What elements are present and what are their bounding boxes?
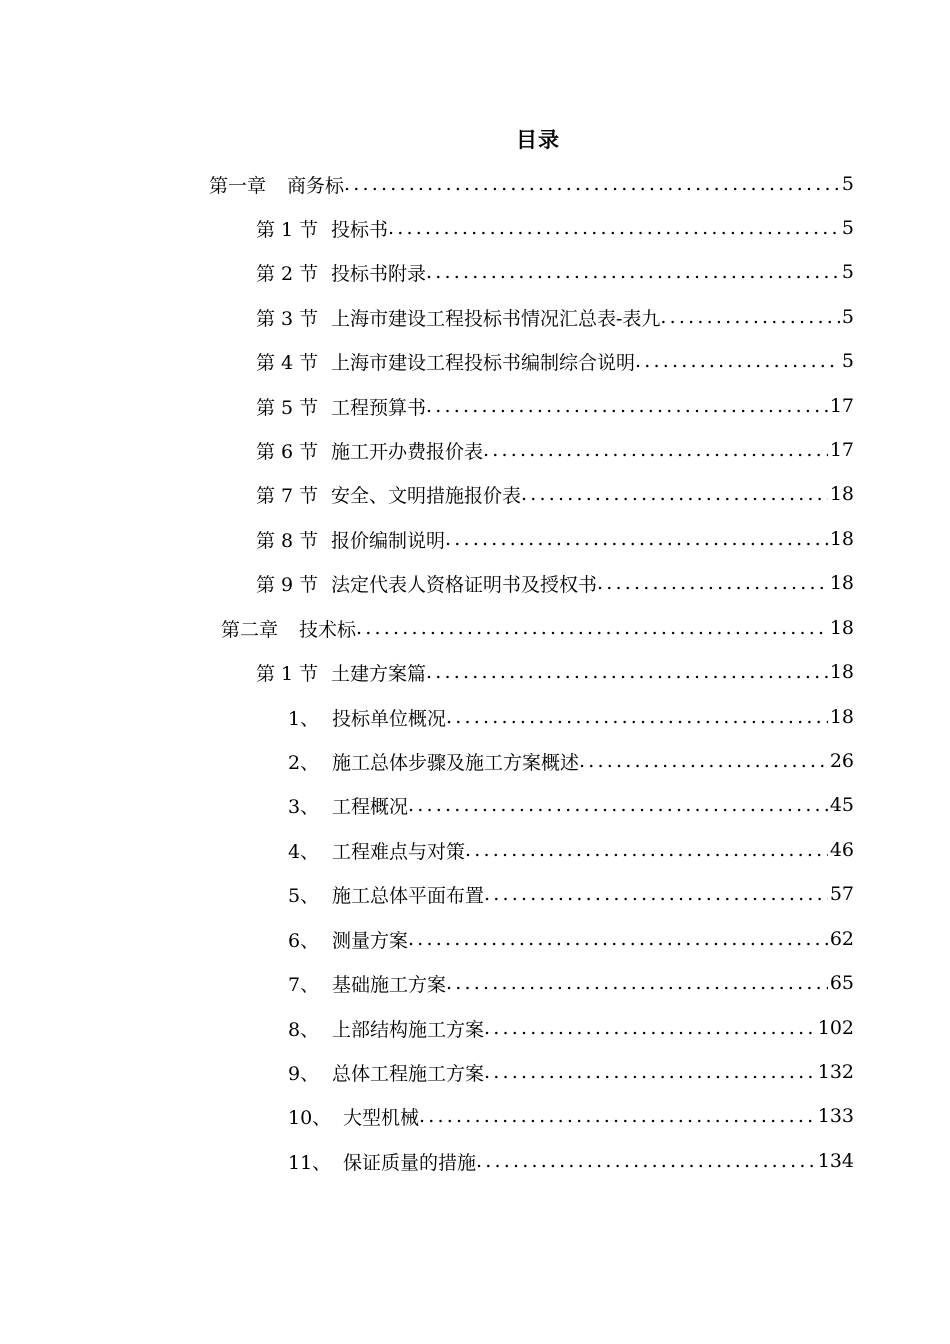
toc-dot-leader (521, 483, 828, 505)
toc-entry-title: 保证质量的措施 (343, 1151, 477, 1174)
toc-entry-title: 土建方案篇 (331, 662, 427, 685)
toc-dot-leader (419, 1105, 816, 1127)
toc-entry-page: 18 (829, 661, 854, 683)
toc-entry[interactable] (256, 655, 854, 689)
toc-entry-number: 10、 (288, 1106, 332, 1129)
toc-entry-page: 5 (841, 173, 854, 195)
toc-entry-page: 102 (817, 1017, 854, 1039)
toc-entry[interactable] (256, 211, 854, 245)
toc-entry-title: 上海市建设工程投标书情况汇总表-表九 (331, 307, 661, 330)
toc-entry-number: 第 3 节 (256, 307, 319, 330)
toc-entry-page: 26 (829, 750, 854, 772)
toc-entry[interactable] (288, 966, 854, 1000)
toc-entry-number: 第 4 节 (256, 351, 319, 374)
toc-entry-number: 第 1 节 (256, 218, 319, 241)
toc-dot-leader (483, 439, 828, 461)
toc-entry-title: 上海市建设工程投标书编制综合说明 (331, 351, 636, 374)
toc-entry[interactable] (209, 167, 854, 201)
toc-entry[interactable] (288, 1099, 854, 1133)
toc-entry-page: 18 (829, 706, 854, 728)
toc-entry-page: 45 (829, 794, 854, 816)
toc-entry-number: 5、 (288, 884, 320, 907)
toc-entry-title: 施工开办费报价表 (331, 440, 484, 463)
toc-entry[interactable] (256, 300, 854, 334)
toc-entry[interactable] (256, 255, 854, 289)
toc-dot-leader (446, 706, 828, 728)
toc-entry-number: 6、 (288, 929, 320, 952)
toc-entry-number: 1、 (288, 707, 320, 730)
toc-dot-leader (484, 1061, 816, 1083)
toc-dot-leader (408, 928, 828, 950)
toc-entry[interactable] (288, 700, 854, 734)
toc-entry-number: 第二章 (221, 618, 279, 641)
toc-entry[interactable] (288, 1011, 854, 1045)
toc-dot-leader (344, 173, 840, 195)
toc-entry-page: 5 (841, 217, 854, 239)
toc-entry-title: 大型机械 (343, 1106, 420, 1129)
toc-entry[interactable] (221, 611, 854, 645)
toc-entry[interactable] (288, 922, 854, 956)
toc-entry-number: 第 5 节 (256, 396, 319, 419)
toc-entry-page: 18 (829, 617, 854, 639)
toc-entry-title: 测量方案 (332, 929, 409, 952)
toc-entry-page: 132 (817, 1061, 854, 1083)
toc-entry[interactable] (288, 877, 854, 911)
toc-dot-leader (484, 1017, 816, 1039)
toc-entry-title: 施工总体步骤及施工方案概述 (332, 751, 580, 774)
toc-entry-number: 第 8 节 (256, 529, 319, 552)
toc-entry-page: 46 (829, 839, 854, 861)
toc-entry-number: 第 7 节 (256, 484, 319, 507)
toc-dot-leader (635, 350, 840, 372)
toc-dot-leader (426, 661, 828, 683)
toc-dot-leader (597, 572, 828, 594)
toc-entry[interactable] (288, 1144, 854, 1178)
toc-entry-page: 5 (841, 306, 854, 328)
toc-entry-number: 8、 (288, 1018, 320, 1041)
toc-entry-title: 商务标 (287, 174, 345, 197)
toc-entry-title: 总体工程施工方案 (332, 1062, 485, 1085)
toc-entry-page: 65 (829, 972, 854, 994)
toc-entry-title: 报价编制说明 (331, 529, 446, 552)
toc-dot-leader (408, 794, 828, 816)
toc-entry[interactable] (256, 477, 854, 511)
toc-entry-title: 施工总体平面布置 (332, 884, 485, 907)
toc-entry-page: 18 (829, 572, 854, 594)
toc-entry-title: 基础施工方案 (332, 973, 447, 996)
toc-dot-leader (445, 528, 828, 550)
toc-dot-leader (446, 972, 828, 994)
toc-dot-leader (579, 750, 828, 772)
toc-entry[interactable] (256, 344, 854, 378)
toc-entry-page: 57 (829, 883, 854, 905)
toc-entry-number: 第 6 节 (256, 440, 319, 463)
toc-dot-leader (426, 261, 840, 283)
toc-entry-number: 第 2 节 (256, 262, 319, 285)
toc-dot-leader (356, 617, 828, 639)
toc-dot-leader (484, 883, 828, 905)
toc-entry-title: 工程概况 (332, 795, 409, 818)
toc-dot-leader (465, 839, 828, 861)
toc-entry-page: 17 (829, 439, 854, 461)
toc-entry-number: 9、 (288, 1062, 320, 1085)
toc-entry-number: 第 1 节 (256, 662, 319, 685)
toc-entry-title: 技术标 (299, 618, 357, 641)
toc-dot-leader (476, 1150, 816, 1172)
page-title: 目录 (516, 127, 560, 152)
toc-entry[interactable] (288, 1055, 854, 1089)
toc-entry[interactable] (288, 833, 854, 867)
toc-entry-title: 安全、文明措施报价表 (331, 484, 522, 507)
toc-entry[interactable] (288, 744, 854, 778)
toc-entry-page: 18 (829, 483, 854, 505)
toc-entry-title: 法定代表人资格证明书及授权书 (331, 573, 598, 596)
toc-entry-number: 3、 (288, 795, 320, 818)
toc-entry-number: 第一章 (209, 174, 267, 197)
toc-dot-leader (426, 395, 828, 417)
toc-entry-number: 4、 (288, 840, 320, 863)
toc-dot-leader (660, 306, 839, 328)
toc-entry-page: 133 (817, 1105, 854, 1127)
toc-entry-page: 134 (817, 1150, 854, 1172)
toc-entry-title: 投标书附录 (331, 262, 427, 285)
toc-entry-title: 工程难点与对策 (332, 840, 466, 863)
toc-entry[interactable] (256, 522, 854, 556)
toc-entry[interactable] (256, 389, 854, 423)
toc-entry[interactable] (288, 788, 854, 822)
toc-dot-leader (388, 217, 840, 239)
toc-entry-page: 18 (829, 528, 854, 550)
toc-entry-title: 投标书 (331, 218, 389, 241)
toc-entry-number: 第 9 节 (256, 573, 319, 596)
toc-entry[interactable] (256, 566, 854, 600)
toc-entry-title: 上部结构施工方案 (332, 1018, 485, 1041)
toc-entry-page: 5 (841, 350, 854, 372)
toc-entry-title: 工程预算书 (331, 396, 427, 419)
toc-entry-number: 7、 (288, 973, 320, 996)
toc-entry[interactable] (256, 433, 854, 467)
toc-entry-page: 5 (841, 261, 854, 283)
toc-entry-page: 62 (829, 928, 854, 950)
toc-entry-number: 2、 (288, 751, 320, 774)
toc-entry-number: 11、 (288, 1151, 332, 1174)
toc-entry-title: 投标单位概况 (332, 707, 447, 730)
toc-entry-page: 17 (829, 395, 854, 417)
